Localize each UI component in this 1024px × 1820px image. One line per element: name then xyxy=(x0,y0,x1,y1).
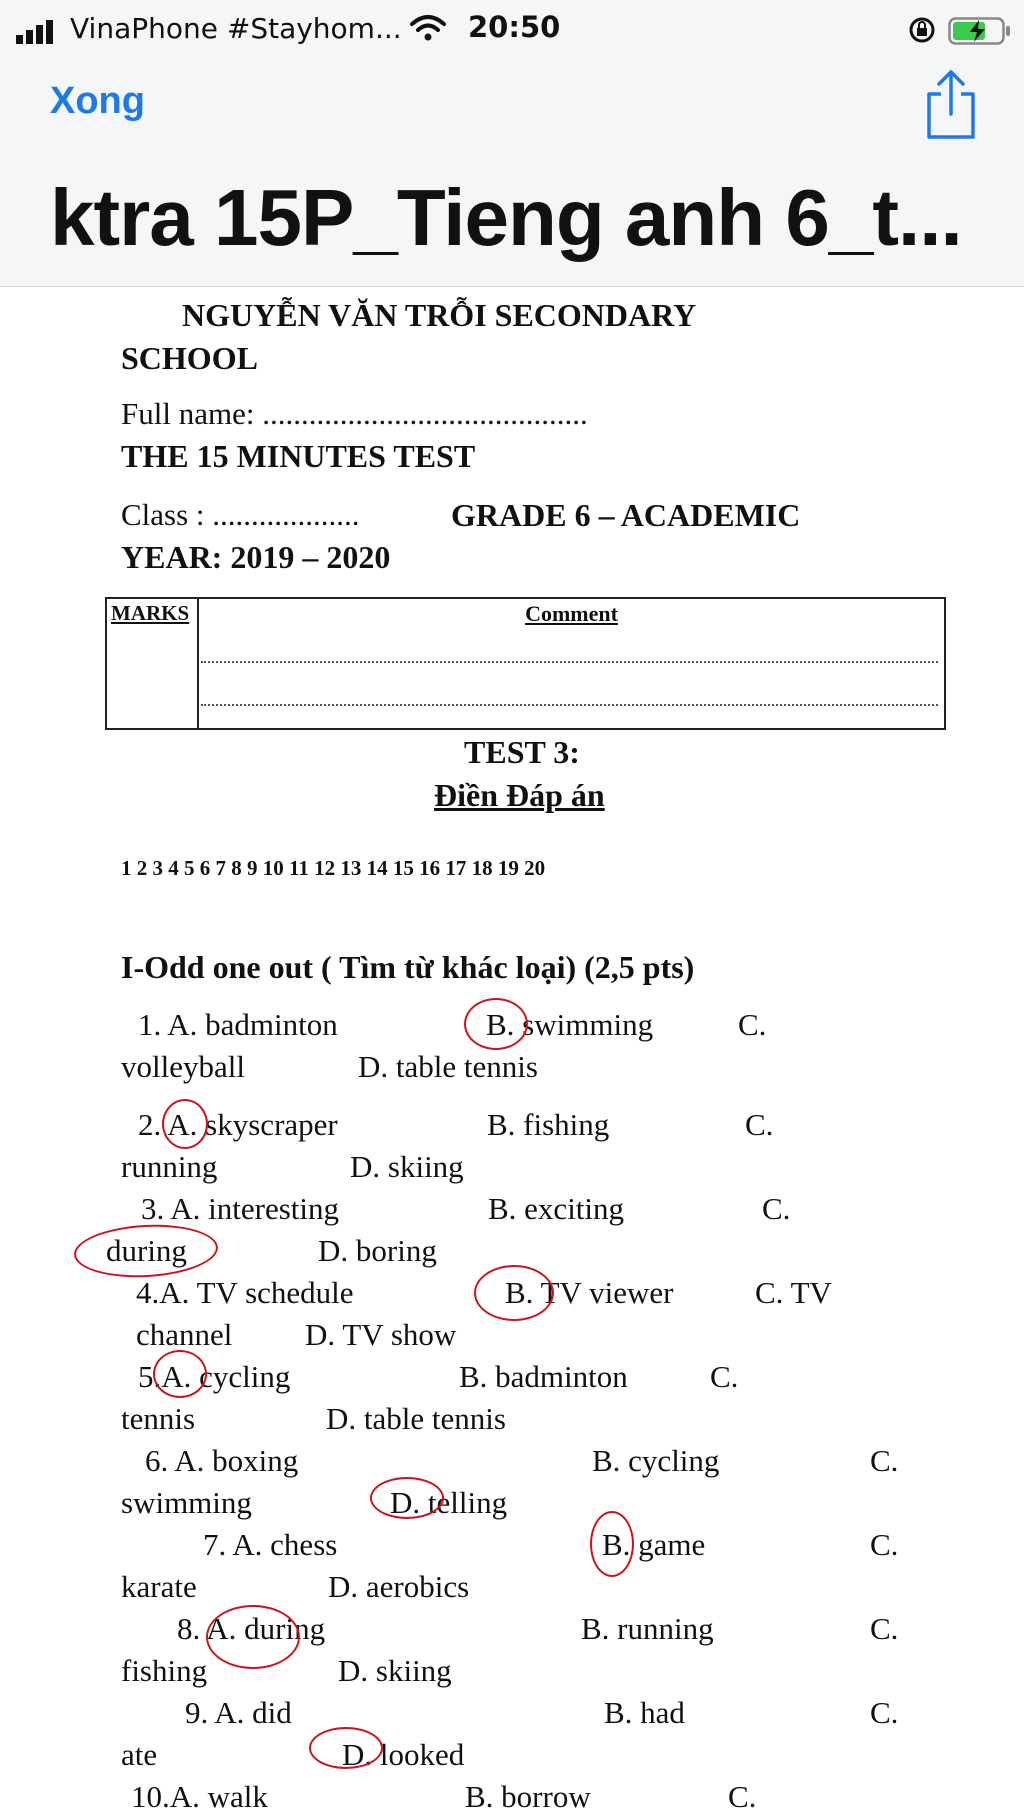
marks-comment-table xyxy=(105,597,946,730)
test-title: THE 15 MINUTES TEST xyxy=(121,438,476,474)
question-3-option-d: D. boring xyxy=(318,1233,437,1268)
document-title: ktra 15P_Tieng anh 6_t... xyxy=(50,173,962,262)
carrier-label: VinaPhone #Stayhom... xyxy=(70,12,402,45)
question-7-option-c: C. xyxy=(870,1527,899,1562)
question-7-option-d: D. aerobics xyxy=(328,1569,470,1604)
school-name-cont: SCHOOL xyxy=(121,340,258,376)
comment-dotted-line xyxy=(201,704,938,706)
question-8-line1: 8. A. during xyxy=(177,1611,326,1646)
question-6-option-b: B. cycling xyxy=(592,1443,720,1478)
clock: 20:50 xyxy=(468,10,561,44)
comment-header: Comment xyxy=(525,601,618,626)
school-name: NGUYỄN VĂN TRỖI SECONDARY xyxy=(182,297,697,333)
grade-line: GRADE 6 – ACADEMIC xyxy=(451,497,801,533)
question-4-line2: channel xyxy=(136,1317,233,1352)
share-icon[interactable] xyxy=(924,68,978,140)
answer-circle-q6 xyxy=(370,1477,444,1519)
question-5-option-c: C. xyxy=(710,1359,739,1394)
question-2-option-c: C. xyxy=(745,1107,774,1142)
answer-circle-q7 xyxy=(590,1511,634,1577)
rotation-lock-icon xyxy=(908,16,936,44)
answer-circle-q1 xyxy=(464,998,528,1050)
question-4-line1: 4.A. TV schedule xyxy=(136,1275,354,1310)
test-number: TEST 3: xyxy=(464,734,580,770)
question-1-line1: 1. A. badminton xyxy=(138,1007,338,1042)
question-9-option-d: D. looked xyxy=(342,1737,465,1772)
question-4-option-c: C. TV xyxy=(755,1275,832,1310)
question-9-option-b: B. had xyxy=(604,1695,685,1730)
question-9-line2: ate xyxy=(121,1737,158,1772)
section-title: I-Odd one out ( Tìm từ khác loại) (2,5 pts) xyxy=(121,949,695,985)
status-bar xyxy=(0,6,1024,46)
question-9-option-c: C. xyxy=(870,1695,899,1730)
question-10-option-c: C. xyxy=(728,1779,757,1814)
answer-circle-q8 xyxy=(206,1605,300,1669)
answer-numbers: 1 2 3 4 5 6 7 8 9 10 11 12 13 14 15 16 17 18 19 20 xyxy=(121,856,546,880)
question-10-option-b: B. borrow xyxy=(465,1779,591,1814)
question-2-line1: 2. A. skyscraper xyxy=(138,1107,338,1142)
question-1-line2: volleyball xyxy=(121,1049,245,1084)
question-3-line2: during xyxy=(106,1233,187,1268)
question-8-option-d: D. skiing xyxy=(338,1653,452,1688)
question-1-option-b: B. swimming xyxy=(486,1007,654,1042)
question-2-option-d: D. skiing xyxy=(350,1149,464,1184)
answer-circle-q2 xyxy=(162,1099,208,1149)
question-1-option-c: C. xyxy=(738,1007,767,1042)
document-page[interactable] xyxy=(0,287,1024,1820)
question-6-option-c: C. xyxy=(870,1443,899,1478)
question-8-option-c: C. xyxy=(870,1611,899,1646)
top-navigation xyxy=(0,0,1024,287)
question-8-option-b: B. running xyxy=(581,1611,714,1646)
question-7-line2: karate xyxy=(121,1569,197,1604)
marks-header: MARKS xyxy=(111,601,190,625)
comment-dotted-line xyxy=(201,661,938,663)
answer-heading: Điền Đáp án xyxy=(434,777,605,813)
question-1-option-d: D. table tennis xyxy=(358,1049,538,1084)
question-3-line1: 3. A. interesting xyxy=(141,1191,340,1226)
done-button[interactable]: Xong xyxy=(50,80,145,122)
signal-icon xyxy=(16,20,62,44)
answer-circle-q4 xyxy=(474,1265,554,1321)
question-9-line1: 9. A. did xyxy=(185,1695,292,1730)
academic-year: YEAR: 2019 – 2020 xyxy=(121,539,391,575)
full-name-line: Full name: .......................................... xyxy=(121,396,588,431)
question-8-line2: fishing xyxy=(121,1653,208,1688)
question-6-line2: swimming xyxy=(121,1485,252,1520)
question-4-option-b: B. TV viewer xyxy=(505,1275,674,1310)
question-5-line1: 5.A. cycling xyxy=(138,1359,291,1394)
answer-circle-q5 xyxy=(153,1350,207,1398)
question-6-option-d: D. telling xyxy=(390,1485,508,1520)
question-5-option-d: D. table tennis xyxy=(326,1401,506,1436)
question-5-line2: tennis xyxy=(121,1401,196,1436)
wifi-icon xyxy=(410,14,446,42)
question-2-option-b: B. fishing xyxy=(487,1107,610,1142)
question-4-option-d: D. TV show xyxy=(305,1317,457,1352)
question-2-line2: running xyxy=(121,1149,218,1184)
answer-circle-q3 xyxy=(73,1221,220,1280)
question-3-option-b: B. exciting xyxy=(488,1191,625,1226)
question-5-option-b: B. badminton xyxy=(459,1359,628,1394)
question-7-option-b: B. game xyxy=(602,1527,706,1562)
question-3-option-c: C. xyxy=(762,1191,791,1226)
question-6-line1: 6. A. boxing xyxy=(145,1443,299,1478)
question-10-line1: 10.A. walk xyxy=(131,1779,268,1814)
battery-charging-icon xyxy=(948,16,1012,46)
class-line: Class : ................... xyxy=(121,497,360,532)
answer-circle-q9 xyxy=(309,1727,383,1769)
question-7-line1: 7. A. chess xyxy=(203,1527,338,1562)
